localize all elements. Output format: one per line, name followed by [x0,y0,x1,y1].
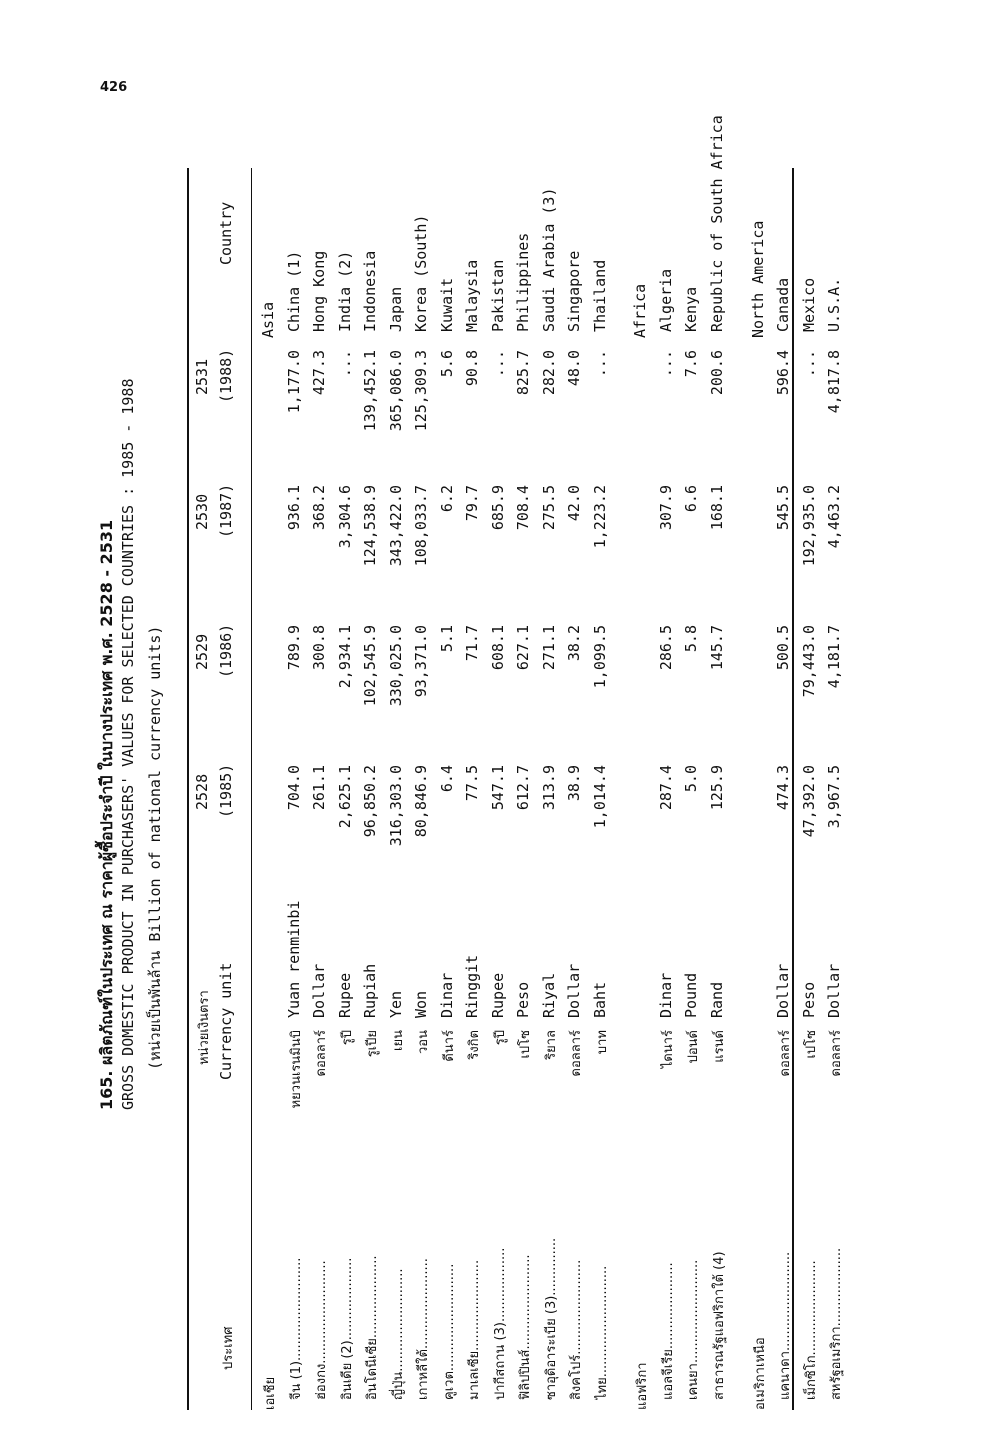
currency-unit-thai: ดอลลาร์ [569,1030,584,1077]
value-1986: 789.9 [284,625,303,671]
value-1985: 77.5 [463,765,481,802]
currency-unit-english: Baht [590,981,609,1018]
value-1985: 261.1 [310,765,328,811]
value-1986: 4,181.7 [825,625,844,689]
value-1986: 330,025.0 [386,625,405,707]
header-year1-thai: 2528 [193,773,211,810]
currency-unit-english: Peso [799,981,818,1018]
value-1988: 90.8 [463,350,481,387]
value-1987: 685.9 [488,485,507,531]
currency-unit-english: Dollar [310,963,328,1018]
country-name-thai: แคนาดา........................ [778,1251,794,1400]
country-name-english: Korea (South) [412,214,430,332]
value-1987: 307.9 [656,485,675,531]
currency-unit-thai: รูเปีย [365,1030,380,1058]
value-1986: 2,934.1 [335,625,354,689]
currency-unit-english: Yuan renminbi [284,900,303,1018]
country-name-english: Singapore [565,250,583,332]
group-heading-north-america [749,168,775,1410]
value-1987: 368.2 [310,485,328,531]
currency-unit-english: Dinar [656,972,675,1018]
currency-unit-thai: รูปี [492,1030,508,1046]
country-name-english: Kenya [682,286,701,332]
header-year3-thai: 2530 [193,493,211,530]
header-year3-english: (1987) [217,483,235,538]
value-1987: 168.1 [707,485,726,531]
country-name-english: Canada [774,277,793,332]
currency-unit-english: Dollar [774,963,793,1018]
value-1987: 275.5 [539,485,558,531]
unit-note: (หน่วยเป็นพันล้าน Billion of national currency units) [146,625,164,1070]
value-1988: ... [335,350,354,378]
value-1987: 108,033.7 [412,485,430,567]
country-name-thai: ฟิลิปปินส์....................... [518,1254,533,1400]
page-number: 426 [100,80,128,95]
value-1987: 936.1 [284,485,303,531]
value-1986: 102,545.9 [361,625,379,707]
table-row [310,168,336,1410]
value-1985: 547.1 [488,765,507,811]
currency-unit-english: Ringgit [463,954,481,1018]
table-row [285,168,311,1410]
country-name-thai: แอลจีเรีย..................... [660,1262,676,1400]
currency-unit-thai: เปโซ [518,1030,533,1059]
value-1988: 5.6 [437,350,456,378]
currency-unit-thai: ริยาล [543,1030,559,1060]
currency-unit-thai: ไดนาร์ [660,1030,676,1069]
country-name-english: Pakistan [488,259,507,332]
currency-unit-english: Pound [682,972,701,1018]
value-1988: 7.6 [682,350,701,378]
currency-unit-thai: ดอลลาร์ [778,1030,794,1077]
value-1987: 1,223.2 [590,485,609,549]
header-rule [251,168,252,1410]
header-country-english: Country [217,201,235,265]
country-name-thai: ไทย........................... [594,1265,610,1400]
group-label-english: Africa [631,283,650,338]
value-1985: 3,967.5 [825,765,844,829]
value-1985: 125.9 [707,765,726,811]
currency-unit-thai: ปอนด์ [686,1030,702,1064]
country-name-thai: จีน (1)......................... [288,1257,304,1400]
country-name-english: Philippines [514,232,532,332]
value-1987: 192,935.0 [799,485,818,567]
value-1985: 1,014.4 [590,765,609,829]
currency-unit-thai: ริงกิต [467,1030,482,1060]
country-name-thai: มาเลเซีย...................... [467,1259,482,1400]
group-label-english: North America [748,220,767,338]
value-1987: 3,304.6 [335,485,354,549]
header-year4-thai: 2531 [193,358,211,395]
value-1987: 42.0 [565,485,583,522]
country-name-english: Mexico [799,277,818,332]
country-name-thai: ฮ่องกง......................... [314,1260,329,1400]
group-label-thai: แอฟริกา [635,1362,651,1410]
value-1988: 1,177.0 [284,350,303,414]
currency-unit-thai: ดอลลาร์ [829,1030,845,1077]
header-currency-english: Currency unit [217,962,235,1080]
country-name-thai: อินโดนีเซีย.................... [365,1255,380,1400]
value-1987: 124,538.9 [361,485,379,567]
country-name-english: India (2) [335,250,354,332]
value-1985: 47,392.0 [799,765,818,838]
value-1986: 1,099.5 [590,625,609,689]
country-name-english: Saudi Arabia (3) [539,187,558,332]
currency-unit-thai: เปโซ [803,1030,819,1059]
value-1988: 48.0 [565,350,583,387]
group-heading-asia [259,168,285,1410]
country-name-thai: สหรัฐอเมริกา................... [829,1247,845,1400]
value-1985: 5.0 [682,765,701,793]
currency-unit-english: Rand [707,981,726,1018]
currency-unit-thai: เยน [390,1030,406,1051]
country-name-thai: ญี่ปุ่น......................... [390,1268,406,1400]
table-row [565,168,591,1410]
value-1988: 825.7 [514,350,532,396]
value-1985: 474.3 [774,765,793,811]
value-1985: 313.9 [539,765,558,811]
currency-unit-thai: ดอลลาร์ [314,1030,329,1077]
value-1986: 5.1 [437,625,456,653]
value-1986: 79,443.0 [799,625,818,698]
value-1988: 427.3 [310,350,328,396]
country-name-thai: ซาอุดิอาระเบีย (3).............. [543,1237,559,1400]
value-1985: 80,846.9 [412,765,430,838]
currency-unit-english: Won [412,990,430,1018]
value-1985: 704.0 [284,765,303,811]
value-1987: 708.4 [514,485,532,531]
value-1988: 596.4 [774,350,793,396]
table-row [489,168,515,1410]
value-1988: 365,086.0 [386,350,405,432]
gdp-table [187,115,845,1410]
value-1987: 6.6 [682,485,701,513]
table-row [412,168,438,1410]
country-name-english: Republic of South Africa [707,115,726,332]
value-1988: ... [799,350,818,378]
country-name-english: Thailand [590,259,609,332]
value-1988: 139,452.1 [361,350,379,432]
table-row [657,168,683,1410]
value-1985: 6.4 [437,765,456,793]
table-row [336,168,362,1410]
country-name-thai: คูเวต.......................... [441,1263,457,1400]
value-1987: 79.7 [463,485,481,522]
group-label-thai: อเมริกาเหนือ [752,1337,768,1410]
header-country-thai: ประเทศ [221,1326,236,1370]
rotated-table-page [95,115,845,1410]
title-english: GROSS DOMESTIC PRODUCT IN PURCHASERS' VALUES FOR SELECTED COUNTRIES : 1985 - 1988 [119,378,137,1110]
country-name-thai: ปากีสถาน (3).................. [492,1247,508,1400]
table-row [463,168,489,1410]
value-1988: ... [488,350,507,378]
table-row [682,168,708,1410]
table-row [387,168,413,1410]
country-name-english: Hong Kong [310,250,328,332]
value-1988: 4,817.8 [825,350,844,414]
table-bottom-rule [792,168,794,1410]
country-name-thai: สิงคโปร์....................... [569,1259,584,1400]
country-name-english: China (1) [284,250,303,332]
country-name-english: Malaysia [463,259,481,332]
header-year1-english: (1985) [217,763,235,818]
table-row [591,168,617,1410]
currency-unit-thai: แรนด์ [711,1030,727,1063]
currency-unit-english: Peso [514,981,532,1018]
currency-unit-thai: วอน [416,1030,431,1054]
value-1985: 96,850.2 [361,765,379,838]
value-1988: 200.6 [707,350,726,396]
currency-unit-english: Rupiah [361,963,379,1018]
value-1985: 38.9 [565,765,583,802]
currency-unit-thai: บาท [594,1030,610,1055]
table-row [800,168,826,1410]
value-1986: 93,371.0 [412,625,430,698]
value-1987: 4,463.2 [825,485,844,549]
header-year4-english: (1988) [217,348,235,403]
header-currency-thai: หน่วยเงินตรา [197,990,212,1065]
currency-unit-english: Dollar [565,963,583,1018]
country-name-english: Algeria [656,268,675,332]
value-1988: ... [590,350,609,378]
value-1985: 287.4 [656,765,675,811]
value-1987: 343,422.0 [386,485,405,567]
value-1986: 71.7 [463,625,481,662]
currency-unit-thai: รูปี [339,1030,355,1046]
country-name-thai: อินเดีย (2).................... [339,1257,355,1400]
country-name-thai: เกาหลีใต้...................... [416,1258,431,1400]
currency-unit-english: Yen [386,990,405,1018]
table-row [825,168,851,1410]
value-1986: 500.5 [774,625,793,671]
table-row [774,168,800,1410]
value-1985: 612.7 [514,765,532,811]
header-year2-thai: 2529 [193,633,211,670]
value-1988: 125,309.3 [412,350,430,432]
value-1986: 286.5 [656,625,675,671]
country-name-thai: สาธารณรัฐแอฟริกาใต้ (4) [711,1251,727,1400]
table-row [514,168,540,1410]
value-1985: 2,625.1 [335,765,354,829]
value-1986: 5.8 [682,625,701,653]
country-name-english: Japan [386,286,405,332]
title-thai: 165. ผลิตภัณฑ์ในประเทศ ณ ราคาผู้ซื้อประจำปี ในบางประเทศ พ.ศ. 2528 - 2531 [97,519,116,1110]
value-1986: 608.1 [488,625,507,671]
value-1988: ... [656,350,675,378]
currency-unit-english: Rupee [488,972,507,1018]
group-label-english: Asia [259,301,277,338]
value-1986: 627.1 [514,625,532,671]
group-heading-africa [631,168,657,1410]
table-top-rule [187,168,189,1410]
table-row [361,168,387,1410]
country-name-thai: เม็กซิโก....................... [803,1260,819,1400]
value-1988: 282.0 [539,350,558,396]
country-name-english: Kuwait [437,277,456,332]
value-1987: 545.5 [774,485,793,531]
currency-unit-english: Dinar [437,972,456,1018]
table-row [438,168,464,1410]
currency-unit-english: Riyal [539,972,558,1018]
value-1986: 38.2 [565,625,583,662]
table-row [707,115,734,1410]
value-1986: 271.1 [539,625,558,671]
country-name-english: U.S.A. [825,277,844,332]
header-year2-english: (1986) [217,623,235,678]
currency-unit-english: Dollar [825,963,844,1018]
value-1987: 6.2 [437,485,456,513]
value-1986: 300.8 [310,625,328,671]
country-name-english: Indonesia [361,250,379,332]
country-name-thai: เคนยา......................... [686,1259,702,1400]
value-1985: 316,303.0 [386,765,405,847]
currency-unit-thai: หยวนเรนมินบิ [288,1030,304,1109]
group-label-thai: เอเชีย [263,1376,278,1410]
currency-unit-english: Rupee [335,972,354,1018]
value-1986: 145.7 [707,625,726,671]
table-row [540,168,566,1410]
currency-unit-thai: ดีนาร์ [441,1030,457,1062]
